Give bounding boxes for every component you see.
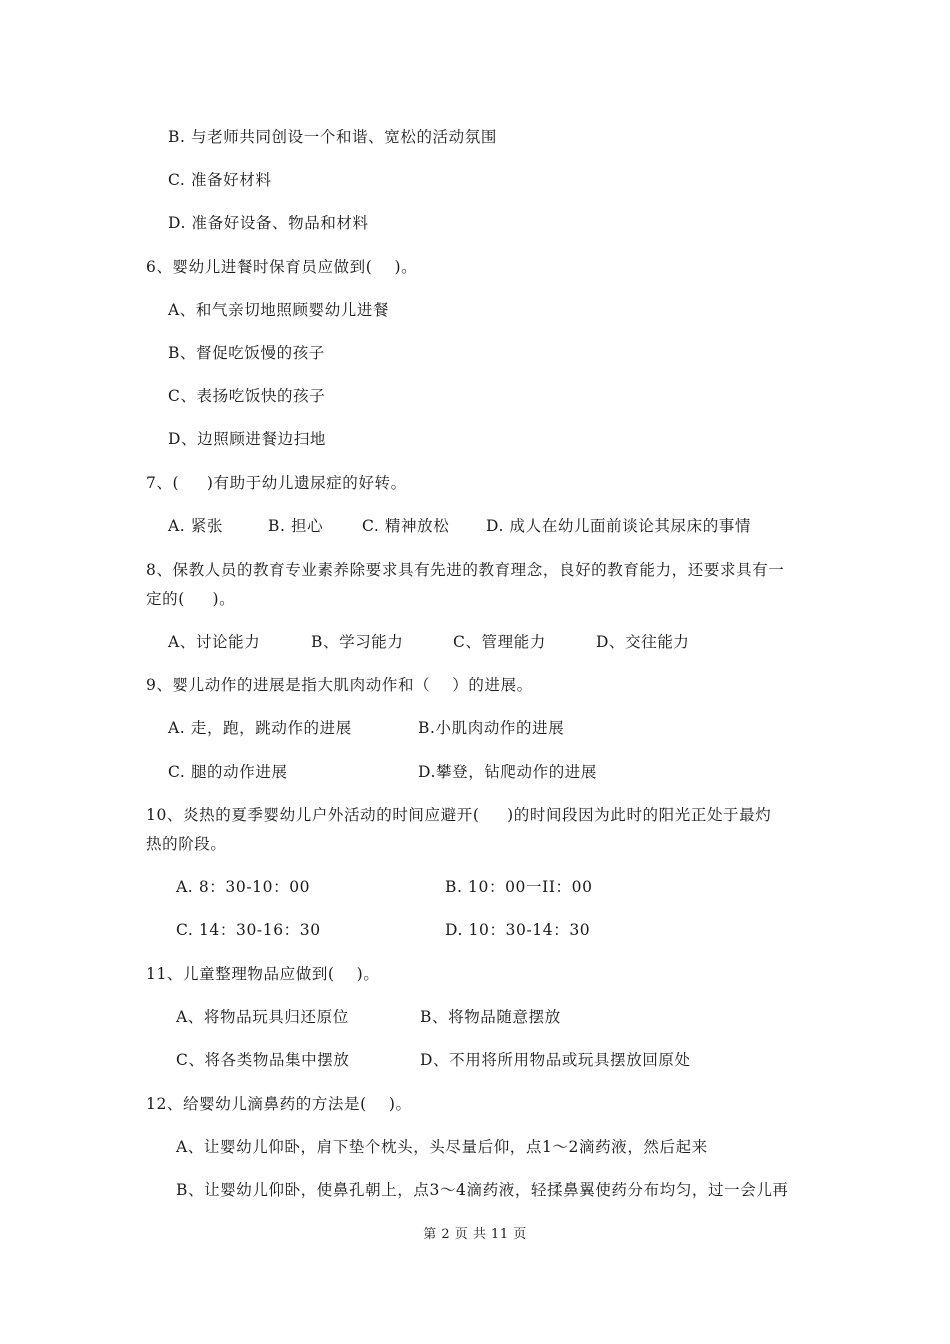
q6-option-b: B、督促吃饭慢的孩子 [168, 344, 325, 362]
q10-stem-line-1: 10、炎热的夏季婴幼儿户外活动的时间应避开( )的时间段因为此时的阳光正处于最灼 [146, 806, 772, 824]
q5-option-d: D. 准备好设备、物品和材料 [168, 214, 369, 232]
q12-option-a: A、让婴幼儿仰卧，肩下垫个枕头，头尽量后仰，点1～2滴药液，然后起来 [176, 1138, 708, 1156]
q7-option-b: B. 担心 [268, 517, 324, 535]
q10-option-d: D. 10：30-14：30 [445, 921, 591, 939]
q9-option-d: D.攀登，钻爬动作的进展 [418, 763, 598, 781]
q9-option-a: A. 走，跑，跳动作的进展 [168, 719, 352, 737]
q7-option-a: A. 紧张 [168, 517, 224, 535]
q10-stem-line-2: 热的阶段。 [146, 835, 227, 853]
q10-option-b: B. 10：00一II：00 [445, 878, 593, 896]
q8-stem-line-1: 8、保教人员的教育专业素养除要求具有先进的教育理念，良好的教育能力，还要求具有一 [146, 561, 785, 579]
q6-option-c: C、表扬吃饭快的孩子 [168, 387, 326, 405]
page-number-footer: 第 2 页 共 11 页 [423, 1227, 527, 1242]
q11-option-a: A、将物品玩具归还原位 [176, 1008, 349, 1026]
q8-option-d: D、交往能力 [596, 633, 690, 651]
q8-option-b: B、学习能力 [311, 633, 404, 651]
q9-stem: 9、婴儿动作的进展是指大肌肉动作和（ ）的进展。 [146, 676, 533, 694]
q6-stem: 6、婴幼儿进餐时保育员应做到( )。 [146, 258, 418, 276]
q12-stem: 12、给婴幼儿滴鼻药的方法是( )。 [146, 1095, 412, 1113]
q7-option-d: D. 成人在幼儿面前谈论其尿床的事情 [486, 517, 752, 535]
q7-stem: 7、( )有助于幼儿遗尿症的好转。 [146, 474, 407, 492]
q6-option-a: A、和气亲切地照顾婴幼儿进餐 [168, 301, 390, 319]
q8-option-a: A、讨论能力 [168, 633, 261, 651]
q7-option-c: C. 精神放松 [362, 517, 450, 535]
q12-option-b: B、让婴幼儿仰卧，使鼻孔朝上，点3～4滴药液，轻揉鼻翼使药分布均匀，过一会儿再 [176, 1181, 789, 1199]
q11-option-d: D、不用将所用物品或玩具摆放回原处 [420, 1051, 691, 1069]
q9-option-b: B.小肌肉动作的进展 [418, 719, 565, 737]
q6-option-d: D、边照顾进餐边扫地 [168, 430, 326, 448]
q9-option-c: C. 腿的动作进展 [168, 763, 288, 781]
q11-option-c: C、将各类物品集中摆放 [176, 1051, 350, 1069]
q5-option-c: C. 准备好材料 [168, 171, 272, 189]
q11-stem: 11、儿童整理物品应做到( )。 [146, 965, 380, 983]
q10-option-a: A. 8：30-10：00 [176, 878, 311, 896]
q11-option-b: B、将物品随意摆放 [420, 1008, 561, 1026]
q10-option-c: C. 14：30-16：30 [176, 921, 321, 939]
q8-option-c: C、管理能力 [453, 633, 546, 651]
q5-option-b: B. 与老师共同创设一个和谐、宽松的活动氛围 [168, 128, 497, 146]
q8-stem-line-2: 定的( )。 [146, 590, 236, 608]
